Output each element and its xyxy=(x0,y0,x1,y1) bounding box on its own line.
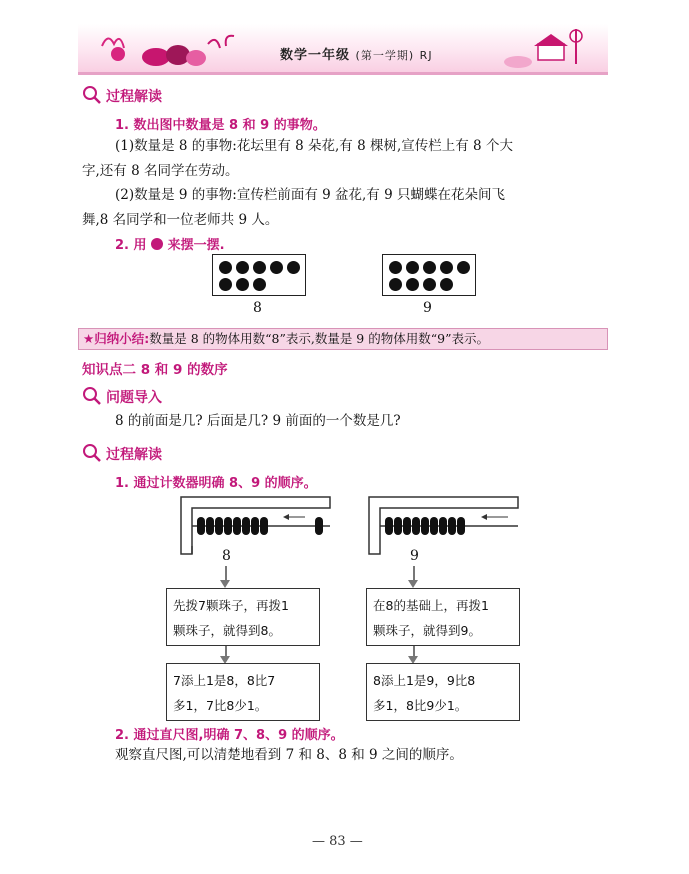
magnifier-icon xyxy=(82,85,102,105)
dot xyxy=(406,261,419,274)
paragraph-line: 舞,8 名同学和一位老师共 9 人。 xyxy=(82,212,279,228)
section-heading-process: 过程解读 xyxy=(106,89,162,105)
dot xyxy=(236,278,249,291)
summary-band xyxy=(78,328,608,350)
knowledge-point-title: 知识点二 8 和 9 的数序 xyxy=(82,362,228,378)
flow-box-left-step2 xyxy=(166,663,320,721)
paragraph-line: 字,还有 8 名同学在劳动。 xyxy=(82,163,239,179)
step-abacus: 1. 通过计数器明确 8、9 的顺序。 xyxy=(115,476,317,491)
step-place-dots-prefix: 2. 用 xyxy=(115,238,147,253)
dot-box-label: 8 xyxy=(253,300,262,316)
abacus-eight xyxy=(180,496,332,558)
step-count-objects: 1. 数出图中数量是 8 和 9 的事物。 xyxy=(115,118,326,133)
flow-box-line: 多1，8比9少1。 xyxy=(373,698,468,713)
dot xyxy=(389,278,402,291)
dot xyxy=(406,278,419,291)
summary-text: 数量是 8 的物体用数“8”表示,数量是 9 的物体用数“9”表示。 xyxy=(149,331,489,346)
dot xyxy=(253,278,266,291)
dot xyxy=(253,261,266,274)
flow-box-right-step2 xyxy=(366,663,520,721)
dot xyxy=(219,278,232,291)
dot-box-eight xyxy=(212,254,306,296)
flow-box-line: 在8的基础上，再拨1 xyxy=(373,598,489,613)
dot xyxy=(270,261,283,274)
dot xyxy=(389,261,402,274)
abacus-label: 8 xyxy=(222,548,231,564)
dot xyxy=(423,278,436,291)
step-place-dots xyxy=(115,234,225,253)
magnifier-icon xyxy=(82,443,102,463)
abacus-label: 9 xyxy=(410,548,419,564)
dot xyxy=(440,278,453,291)
header-title xyxy=(280,44,433,63)
dot-icon xyxy=(151,238,163,250)
step-place-dots-suffix: 来摆一摆. xyxy=(167,238,225,253)
section-heading-question: 问题导入 xyxy=(106,390,162,406)
flow-box-line: 7添上1是8，8比7 xyxy=(173,673,276,688)
flow-arrow-icon xyxy=(220,580,230,588)
question-text: 8 的前面是几? 后面是几? 9 前面的一个数是几? xyxy=(115,413,401,429)
dot xyxy=(457,261,470,274)
flow-box-left-step1 xyxy=(166,588,320,646)
flow-box-line: 颗珠子，就得到9。 xyxy=(373,623,481,638)
page-number: — 83 — xyxy=(312,834,363,849)
dot xyxy=(287,261,300,274)
dot xyxy=(236,261,249,274)
abacus-beads xyxy=(385,517,465,535)
summary-label: ★归纳小结: xyxy=(83,331,150,346)
dot-box-nine xyxy=(382,254,476,296)
header-edition: RJ xyxy=(419,49,433,62)
step-ruler: 2. 通过直尺图,明确 7、8、9 的顺序。 xyxy=(115,728,344,743)
flow-box-line: 8添上1是9，9比8 xyxy=(373,673,476,688)
header-title-text: 数学一年级 xyxy=(280,48,351,63)
flow-arrow-icon xyxy=(408,580,418,588)
flow-box-line: 先拨7颗珠子，再拨1 xyxy=(173,598,289,613)
magnifier-icon xyxy=(82,386,102,406)
flow-box-right-step1 xyxy=(366,588,520,646)
flow-box-line: 颗珠子，就得到8。 xyxy=(173,623,281,638)
paragraph-line: (2)数量是 9 的事物:宣传栏前面有 9 盆花,有 9 只蝴蝶在花朵间飞 xyxy=(115,187,505,203)
dot xyxy=(219,261,232,274)
header-term: (第一学期) xyxy=(355,49,415,62)
abacus-nine xyxy=(368,496,520,558)
flow-box-line: 多1，7比8少1。 xyxy=(173,698,268,713)
dot xyxy=(423,261,436,274)
observe-text: 观察直尺图,可以清楚地看到 7 和 8、8 和 9 之间的顺序。 xyxy=(115,747,463,763)
paragraph-line: (1)数量是 8 的事物:花坛里有 8 朵花,有 8 棵树,宣传栏上有 8 个大 xyxy=(115,138,513,154)
dot xyxy=(440,261,453,274)
section-heading-process: 过程解读 xyxy=(106,447,162,463)
dot-box-label: 9 xyxy=(423,300,432,316)
